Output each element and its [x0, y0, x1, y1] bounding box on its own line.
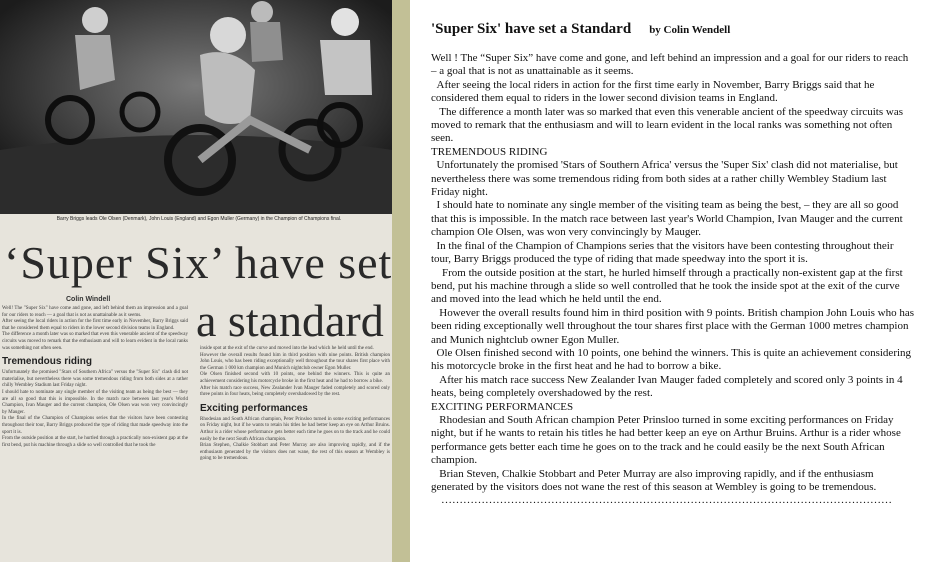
clipping-paragraph: Brian Stephen, Chalkie Stobbart and Peter Murray are also improving rapidly, and if the enthusiasm generated by the visitors does not wane, the rest of this season at Wembley is going to be tremendous.	[200, 443, 390, 462]
clipping-column-left	[2, 306, 188, 562]
article-paragraph: Rhodesian and South African champion Peter Prinsloo turned in some exciting performances on Friday night, but if he wants to retain his titles he had better keep an eye on Arthur Bruins. Arthur is a rider whose performance gets better each time he goes on to the track and he could easily be the next South African champion.	[431, 413, 904, 467]
clipping-paragraph: However the overall results found him in third position with nine points. British champion John Louis, who has been riding exceptionally well throughout the tour shares first place with the German 1 000 km champion and Munich nightclub owner Egon Muller.	[200, 352, 390, 371]
clipping-paragraph: Ole Olsen finished second with 10 points, one behind the winners. This is quite an achievement considering his motorcycle broke in the first heat and he had to borrow a bike.	[200, 372, 390, 384]
section-heading-exciting-performances: EXCITING PERFORMANCES	[431, 400, 574, 413]
clipping-paragraph: From the outside position at the start, he hurtled through a practically non-existent gap at the first bend, put his machine through a slide so well controlled that he took the	[2, 436, 188, 448]
clipping-paragraph: Rhodesian and South African champion, Peter Prinsloo turned in some exciting performances on Friday night, but if he wants to retain his titles he had better keep an eye on Arthur Bruins. Arthur is a rider whose performance gets better each time he goes on to the track and he could easily be the next South African champion.	[200, 416, 390, 442]
article-end-rule: ……………………………………………………………………………………………………………	[441, 494, 892, 507]
clipping-paragraph: The difference a month later was so marked that even this venerable ancient of the speedway circuits was moved to remark that the enthusiasm and will to learn evident in the local ranks was something not often seen.	[2, 332, 188, 351]
article-paragraph: From the outside position at the start, he hurled himself through a practically non-existent gap at the first bend, put his machine through a slide so well controlled that he took the inside spot at the exit of the curve and moved into the lead which he held until the end.	[431, 266, 906, 306]
article-paragraph: Unfortunately the promised 'Stars of Southern Africa' versus the 'Super Six' clash did not materialise, but nevertheless there was some tremendous riding from both sides at a rather chilly Wembley Stadium last Friday night.	[431, 159, 901, 199]
article-paragraph: In the final of the Champion of Champions series that the visitors have been contesting throughout their tour, Barry Briggs produced the type of riding that made speedway into the sport it is.	[431, 239, 897, 266]
article-header	[431, 20, 915, 38]
clipping-column-right	[200, 346, 390, 562]
speedway-riders-illustration	[0, 0, 392, 214]
clipping-paragraph: After seeing the local riders in action for the first time early in November, Barry Briggs said that he considered them equal to riders in the lower second division teams in England.	[2, 319, 188, 331]
newspaper-clipping	[0, 0, 392, 562]
section-heading-tremendous-riding: TREMENDOUS RIDING	[431, 145, 548, 158]
clipping-headline-line-2: a standard	[196, 295, 384, 346]
clipping-paragraph: I should hate to nominate any single member of the visiting team as being the best — they are all so good that this is impossible. In the match race between last year's World Champion, Ivan Mauger and the current champion, Ole Olsen was won very convincingly by Mauger.	[2, 389, 188, 415]
clipping-byline: Colin Windell	[66, 296, 111, 303]
clipping-subheading: Exciting performances	[200, 402, 308, 414]
article-paragraph: Well ! The “Super Six” have come and gone, and left behind an impression and a goal for our riders to reach – a goal that is not as unattainable as it seems.	[431, 52, 912, 78]
article-paragraph: I should hate to nominate any single member of the visiting team as being the best, – they are all so good that this is impossible. In the match race between last year's World Champion, Ivan Mauger and the current champion Ole Olsen, was won very convincingly by Mauger.	[431, 199, 906, 239]
article-paragraph: Brian Steven, Chalkie Stobbart and Peter Murray are also improving rapidly, and if the enthusiasm generated by the visitors does not wane the rest of this season at Wembley is going to be tremendous.	[431, 467, 877, 493]
speedway-photo	[0, 0, 392, 214]
clipping-paragraph: inside spot at the exit of the curve and moved into the lead which he held until the end.	[200, 346, 374, 351]
article-paragraph: Ole Olsen finished second with 10 points, one behind the winners. This is quite an achievement considering his motorcycle broke in the first heat and he had to borrow a bike.	[431, 346, 914, 373]
article-body	[431, 52, 915, 494]
article-paragraph: However the overall results found him in third position with 9 points. British champion John Louis who has been riding exceptionally well throughout the tour shares first place with the German 1000 metres champion and Munich nightclub owner Egon Muller.	[431, 306, 917, 346]
article-transcription	[431, 20, 915, 555]
clipping-paragraph: After his match race success, New Zealander Ivan Mauger faded completely and scored only three points in four heats, being completely overshadowed by the rest.	[200, 385, 390, 398]
article-paragraph: The difference a month later was so marked that even this venerable ancient of the speedway circuits was moved to remark that the enthusiasm and will to learn evident in the local ranks was something not often seen.	[431, 105, 906, 145]
clipping-headline-line-1: ‘Super Six’ have set	[4, 237, 393, 288]
clipping-subheading: Tremendous riding	[2, 356, 93, 368]
photo-caption: Barry Briggs leads Ole Olsen (Denmark), John Louis (England) and Egon Muller (Germany) in the Champion of Champions final.	[56, 216, 342, 222]
clipping-paragraph: Well! The "Super Six" have come and gone, and left behind them an impression and a goal for our riders to reach — a goal that is not as unattainable as it seems.	[2, 306, 188, 318]
article-byline: by Colin Wendell	[649, 24, 731, 36]
clipping-paragraph: In the final of the Champion of Champions series that the visitors have been contesting throughout their tour, Barry Briggs produced the type of riding that made speedway into the sport it is.	[2, 416, 188, 435]
article-paragraph: After his match race success New Zealander Ivan Mauger faded completely and scored only 3 points in 4 heats, being completely overshadowed by the rest.	[431, 373, 906, 400]
column-divider	[392, 0, 410, 562]
article-title: 'Super Six' have set a Standard	[431, 21, 632, 37]
article-paragraph: After seeing the local riders in action for the first time early in November, Barry Briggs said that he considered them equal to riders in the lower second division teams in England.	[431, 78, 878, 105]
clipping-paragraph: Unfortunately the promised "Stars of Southern Africa" versus the "Super Six" clash did not materialise, but nevertheless there was some tremendous riding from both sides at a rather chilly Wembley Stadium last Friday night.	[2, 370, 188, 389]
